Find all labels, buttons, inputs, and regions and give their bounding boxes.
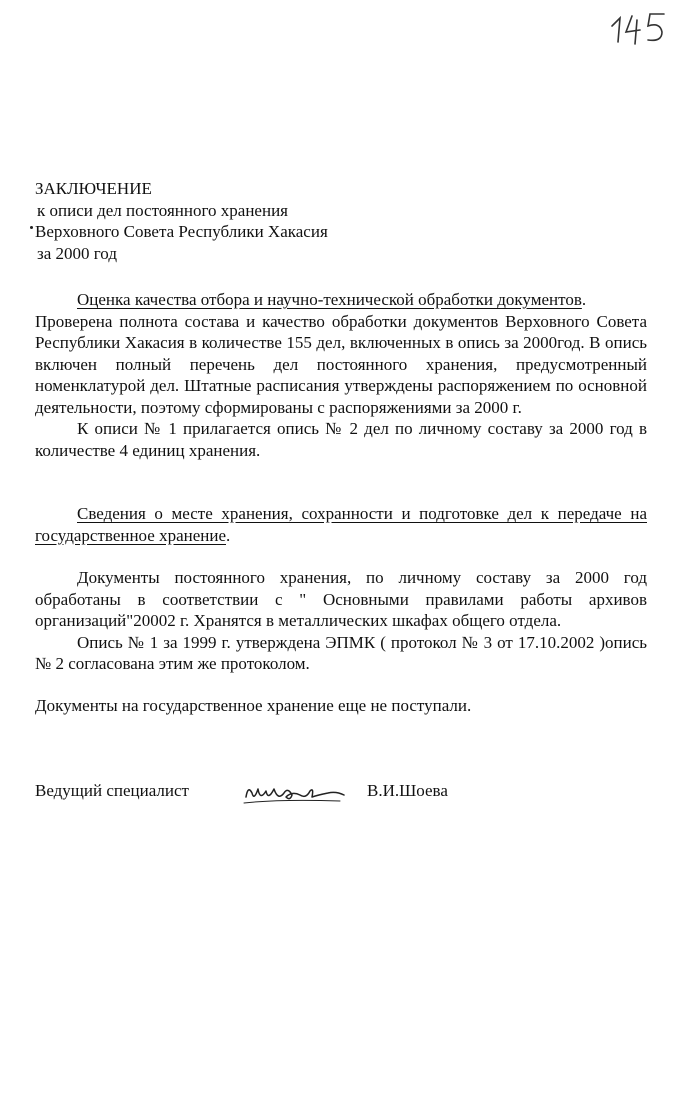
section-quality-assessment xyxy=(35,289,647,461)
handwritten-page-number xyxy=(606,8,676,48)
section-transfer-status xyxy=(35,695,647,717)
page-number-handwriting xyxy=(606,8,676,48)
section-1-header-line xyxy=(35,289,647,311)
heading-line-4: за 2000 год xyxy=(37,243,117,263)
heading-line-3: Верховного Совета Республики Хакасия xyxy=(35,222,328,241)
stray-mark xyxy=(30,226,33,229)
section-2-header: Сведения о месте хранения, сохранности и подготовке дел к передаче на государственное хранение xyxy=(35,504,647,545)
section-1-header: Оценка качества отбора и научно-технической обработки документов xyxy=(77,290,582,309)
section-storage-details xyxy=(35,567,647,675)
section-storage-info xyxy=(35,503,647,546)
section-3-paragraph-1: Документы постоянного хранения, по личному составу за 2000 год обработаны в соответствии с " Основными правилами работы архивов организаций"20002 г. Хранятся в металлических шкафах общего отдела. xyxy=(35,568,647,630)
section-3-paragraph-2: Опись № 1 за 1999 г. утверждена ЭПМК ( протокол № 3 от 17.10.2002 )опись № 2 согласована этим же протоколом. xyxy=(35,632,647,673)
handwritten-signature xyxy=(240,775,350,809)
signature-scribble xyxy=(240,775,350,809)
heading-line-2: к описи дел постоянного хранения xyxy=(37,200,288,220)
section-2-header-period: . xyxy=(226,525,231,545)
section-1-paragraph-1: Проверена полнота состава и качество обработки документов Верховного Совета Республики Хакасия в количестве 155 дел, включенных в опись за 2000год. В опись включен полный перечень дел постоянного хранения, предусмотренный номенклатурой дел. Штатные расписания утверждены распоряжением по основной деятельности, поэтому сформированы с распоряжениями за 2000 г. xyxy=(35,311,647,417)
section-2-header-line xyxy=(35,503,647,546)
section-1-header-period: . xyxy=(581,290,587,309)
section-1-paragraph-2: К описи № 1 прилагается опись № 2 дел по личному составу за 2000 год в количестве 4 единиц хранения. xyxy=(35,419,647,460)
signatory-role: Ведущий специалист xyxy=(35,781,189,800)
document-title: ЗАКЛЮЧЕНИЕ xyxy=(35,179,152,198)
signatory-name: В.И.Шоева xyxy=(367,781,448,800)
document-heading xyxy=(35,178,328,264)
signature-block xyxy=(35,781,655,811)
section-4-paragraph: Документы на государственное хранение еще не поступали. xyxy=(35,696,472,715)
